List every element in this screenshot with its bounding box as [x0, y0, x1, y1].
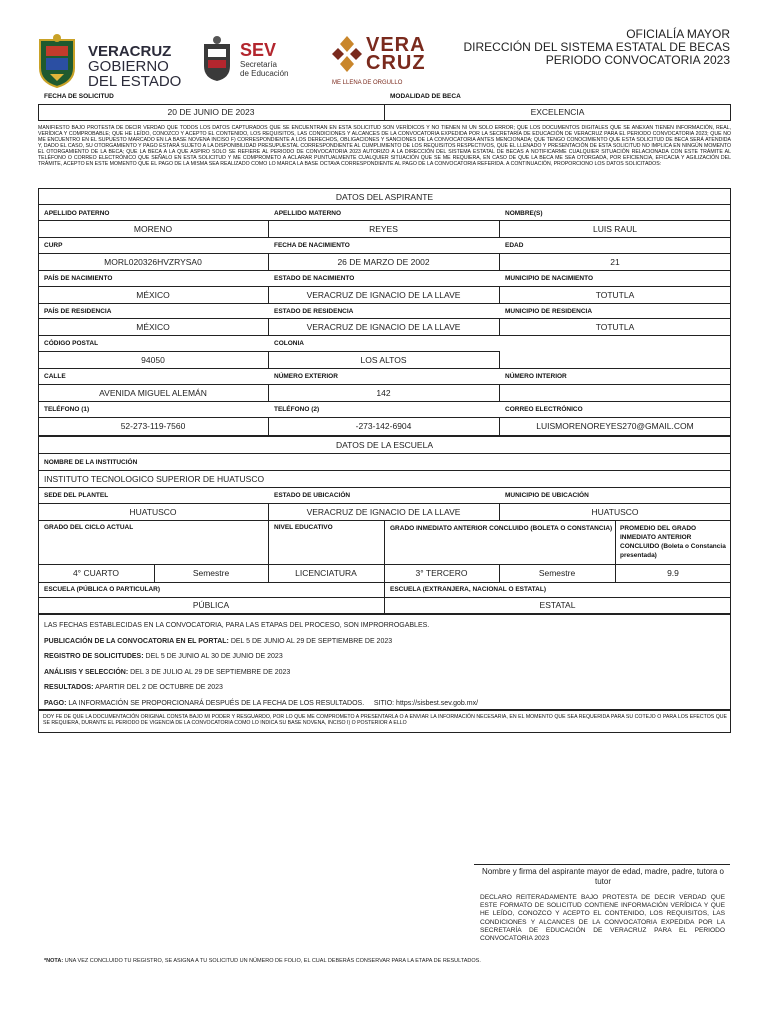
- vera-cruz-pattern-icon: [332, 36, 362, 76]
- sev-logo: [196, 36, 326, 86]
- codigo-postal-label: CÓDIGO POSTAL: [44, 340, 99, 347]
- modalidad-value: EXCELENCIA: [530, 107, 585, 117]
- nivel-value: LICENCIATURA: [295, 568, 357, 578]
- telefono-1-value: 52-273-119-7560: [120, 421, 186, 431]
- apellido-materno-label: APELLIDO MATERNO: [274, 210, 342, 217]
- fecha-pago-value: LA INFORMACIÓN SE PROPORCIONARÁ DESPUÉS DE LA FECHA DE LOS RESULTADOS.: [68, 699, 365, 707]
- fechas-list: [44, 618, 478, 711]
- fecha-resultados: [44, 680, 478, 696]
- fecha-analisis-value: DEL 3 DE JULIO AL 29 DE SEPTIEMBRE DE 2023: [130, 668, 291, 676]
- divider: [38, 487, 731, 488]
- municipio-nacimiento-value: TOTUTLA: [595, 290, 635, 300]
- institucion-value: INSTITUTO TECNOLOGICO SUPERIOR DE HUATUSCO: [44, 474, 265, 484]
- divider: [38, 417, 731, 418]
- signature-line: [474, 864, 730, 865]
- pais-nacimiento-value: MÉXICO: [136, 290, 170, 300]
- divider: [38, 303, 731, 304]
- logo-line-3: DEL ESTADO: [88, 73, 182, 90]
- apellido-paterno-value: MORENO: [133, 224, 173, 234]
- divider: [38, 270, 731, 271]
- nombre-value: LUIS RAUL: [593, 224, 637, 234]
- vera-cruz-tagline: ME LLENA DE ORGULLO: [332, 80, 403, 86]
- divider: [38, 220, 731, 221]
- telefono-2-label: TELÉFONO (2): [274, 406, 320, 413]
- sede-label: SEDE DEL PLANTEL: [44, 492, 109, 499]
- office-title-block: [463, 28, 730, 67]
- disclaimer-text: MANIFIESTO BAJO PROTESTA DE DECIR VERDAD QUE TODOS LOS DATOS CAPTURADOS QUE SE ENCUENTRAN EN ESTA SOLICITUD SON VERÍDICOS Y NO TIENEN NI UN SOLO ERROR; QUE LOS DOCUMENTOS DIGITALES QUE SE ANEXAN TIENEN INFORMACIÓN, REAL, VERÍDICA Y COMPROBABLE; QUE HE LEÍDO, CONOZCO Y ACEPTO EL CONTENIDO, LOS REQUISITOS, LAS CONDICIONES Y ALCANCES DE LA CONVOCATORIA EXPEDIDA POR LA SECRETARÍA DE EDUCACIÓN DE VERACRUZ PARA EL PERIODO CONVOCATORIA 2023; QUE NO ME ENCUENTRO EN EL SUPUESTO MARCADO EN LA BASE NOVENA INCISO F) CORRESPONDIENTE A LOS DERECHOS, OBLIGACIONES Y SANCIONES DE LA CONVOCATORIA ANTES MENCIONADA; QUE TENGO CONOCIMIENTO QUE ESTA SOLICITUD DE BECA SERÁ ATENDIDA Y, DADO EL CASO, SU OTORGAMIENTO Y PAGO ESTARÁ SUJETO A LA DISPONIBILIDAD PRESUPUESTAL CORRESPONDIENTE AL CUMPLIMIENTO DE LOS REQUISITOS RESPECTIVOS, QUE EL LLENADO Y PRESENTACIÓN DE ESTA SOLICITUD NO IMPLICA EN NINGÚN MOMENTO EL OTORGAMIENTO DE LA BECA; QUE LA BECA A LA QUE ASPIRO SOLO SE REFIERE AL PERIODO DE CONVOCATORIA 2023 AUTORIZO A LA DIRECCIÓN DEL SISTEMA ESTATAL DE BECAS A NOTIFICARME CUALQUIER SITUACIÓN RELACIONADA CON ESTE TRÁMITE AL TELÉFONO O CORREO ELECTRÓNICO QUE SEÑALO EN ESTA SOLICITUD Y ME COMPROMETO A ACLARAR PUNTUALMENTE CUALQUIER SITUACIÓN QUE SE ME REQUIERA, EN CASO DE QUE LA BECA ME SEA OTORGADA, POR EFICIENCIA, EFICACIA Y AGILIZACIÓN DEL TRÁMITE, ACEPTO EN ESTE MOMENTO QUE EL PAGO DE LA MISMA SEA REALIZADO COMO LO MARCA LA BASE OCTAVA CORRESPONDIENTE AL PAGO DE LA CONVOCATORIA REFERIDA. A CONTINUACIÓN, PROPORCIONO LOS DATOS SOLICITADOS:: [38, 125, 731, 167]
- nombre-label: NOMBRE(S): [505, 210, 543, 217]
- fecha-pago: [44, 696, 478, 712]
- calle-label: CALLE: [44, 373, 66, 380]
- escuela-section-title: DATOS DE LA ESCUELA: [336, 440, 433, 450]
- pais-residencia-value: MÉXICO: [136, 322, 170, 332]
- fecha-analisis-label: ANÁLISIS Y SELECCIÓN:: [44, 668, 129, 676]
- logo-line-2: GOBIERNO: [88, 58, 169, 75]
- nota: [44, 958, 481, 964]
- office-title-3: PERIODO CONVOCATORIA 2023: [545, 53, 730, 67]
- divider: [38, 453, 731, 454]
- codigo-postal-value: 94050: [141, 355, 165, 365]
- modalidad-label: MODALIDAD DE BECA: [390, 93, 461, 100]
- nivel-label: NIVEL EDUCATIVO: [274, 524, 333, 531]
- fecha-nacimiento-value: 26 DE MARZO DE 2002: [337, 257, 430, 267]
- curp-value: MORL020326HVZRYSA0: [104, 257, 202, 267]
- telefono-2-value: -273-142-6904: [355, 421, 412, 431]
- estado-ubicacion-value: VERACRUZ DE IGNACIO DE LA LLAVE: [306, 507, 461, 517]
- sev-line-1: Secretaría: [240, 60, 277, 69]
- colonia-label: COLONIA: [274, 340, 304, 347]
- numero-exterior-label: NÚMERO EXTERIOR: [274, 373, 338, 380]
- divider: [38, 253, 731, 254]
- sev-line-2: de Educación: [240, 69, 289, 78]
- vera-cruz-logo: [332, 34, 452, 92]
- divider: [38, 503, 731, 504]
- fecha-resultados-value: APARTIR DEL 2 DE OCTUBRE DE 2023: [95, 684, 223, 691]
- signature-label: Nombre y firma del aspirante mayor de edad, madre, padre, tutora o tutor: [482, 867, 724, 886]
- cruz-line: CRUZ: [366, 52, 426, 74]
- curp-label: CURP: [44, 242, 63, 249]
- sev-subtitle: [240, 60, 288, 78]
- nota-text: UNA VEZ CONCLUIDO TU REGISTRO, SE ASIGNA A TU SOLICITUD UN NÚMERO DE FOLIO, EL CUAL DEBERÁS CONSERVAR PARA LA ETAPA DE RESULTADOS.: [64, 958, 481, 964]
- estado-ubicacion-label: ESTADO DE UBICACIÓN: [274, 492, 351, 499]
- promedio-label: PROMEDIO DEL GRADO INMEDIATO ANTERIOR CONCLUIDO (Boleta o Constancia presentada): [620, 525, 726, 559]
- periodo-value: Semestre: [192, 568, 230, 578]
- municipio-residencia-label: MUNICIPIO DE RESIDENCIA: [505, 308, 593, 315]
- fecha-publicacion-value: DEL 5 DE JUNIO AL 29 DE SEPTIEMBRE DE 2023: [230, 637, 393, 645]
- tipo-escuela-label: ESCUELA (PÚBLICA O PARTICULAR): [44, 586, 161, 593]
- estado-nacimiento-label: ESTADO DE NACIMIENTO: [274, 275, 355, 282]
- divider: [38, 470, 731, 471]
- divider: [38, 564, 731, 565]
- divider: [38, 368, 731, 369]
- divider: [499, 384, 500, 401]
- divider: [38, 384, 731, 385]
- tipo-escuela-value: PÚBLICA: [192, 600, 230, 610]
- fecha-registro-label: REGISTRO DE SOLICITUDES:: [44, 653, 144, 660]
- grado-label: GRADO DEL CICLO ACTUAL: [44, 524, 134, 531]
- municipio-ubicacion-label: MUNICIPIO DE UBICACIÓN: [505, 492, 589, 499]
- nota-label: *NOTA:: [44, 958, 64, 964]
- grado-anterior-value: 3° TERCERO: [415, 568, 468, 578]
- email-label: CORREO ELECTRÓNICO: [505, 406, 583, 413]
- municipio-residencia-value: TOTUTLA: [595, 322, 635, 332]
- sitio-link[interactable]: SITIO: https://sisbest.sev.gob.mx/: [373, 699, 479, 707]
- grado-value: 4° CUARTO: [72, 568, 120, 578]
- municipio-ubicacion-value: HUATUSCO: [591, 507, 639, 517]
- aspirante-section-title: DATOS DEL ASPIRANTE: [335, 192, 434, 202]
- fecha-solicitud-value: 20 DE JUNIO DE 2023: [167, 107, 255, 117]
- sede-value: HUATUSCO: [129, 507, 177, 517]
- promedio-value: 9.9: [667, 568, 679, 578]
- fecha-publicacion-label: PUBLICACIÓN DE LA CONVOCATORIA EN EL PORTAL:: [44, 637, 229, 645]
- grado-anterior-label: GRADO INMEDIATO ANTERIOR CONCLUIDO (BOLETA O CONSTANCIA): [390, 525, 613, 532]
- telefono-1-label: TELÉFONO (1): [44, 406, 90, 413]
- fecha-nacimiento-label: FECHA DE NACIMIENTO: [274, 242, 350, 249]
- ambito-escuela-label: ESCUELA (EXTRANJERA, NACIONAL O ESTATAL): [390, 586, 547, 593]
- email-value: LUISMORENOREYES270@GMAIL.COM: [536, 421, 694, 431]
- estado-residencia-label: ESTADO DE RESIDENCIA: [274, 308, 354, 315]
- apellido-paterno-label: APELLIDO PATERNO: [44, 210, 110, 217]
- periodo-anterior-value: Semestre: [538, 568, 576, 578]
- fecha-registro-value: DEL 5 DE JUNIO AL 30 DE JUNIO DE 2023: [145, 653, 283, 660]
- institucion-label: NOMBRE DE LA INSTITUCIÓN: [44, 459, 138, 466]
- fecha-registro: [44, 649, 478, 665]
- office-title-2: DIRECCIÓN DEL SISTEMA ESTATAL DE BECAS: [463, 40, 730, 54]
- divider: [38, 237, 731, 238]
- logo-line-1: VERACRUZ: [88, 43, 172, 60]
- pais-residencia-label: PAÍS DE RESIDENCIA: [44, 308, 112, 315]
- municipio-nacimiento-label: MUNICIPIO DE NACIMIENTO: [505, 275, 593, 282]
- edad-value: 21: [610, 257, 620, 267]
- pais-nacimiento-label: PAÍS DE NACIMIENTO: [44, 275, 113, 282]
- fecha-resultados-label: RESULTADOS:: [44, 684, 94, 691]
- apellido-materno-value: REYES: [369, 224, 398, 234]
- veracruz-gobierno-logo: [36, 34, 206, 88]
- fecha-pago-label: PAGO:: [44, 699, 67, 707]
- ambito-escuela-value: ESTATAL: [539, 600, 576, 610]
- divider: [38, 204, 731, 205]
- vera-line: VERA: [366, 34, 426, 56]
- divider: [384, 520, 385, 598]
- divider: [38, 582, 731, 583]
- divider: [38, 335, 731, 336]
- fecha-analisis: [44, 665, 478, 681]
- document-header: [36, 28, 730, 92]
- divider: [38, 286, 731, 287]
- estado-residencia-value: VERACRUZ DE IGNACIO DE LA LLAVE: [306, 322, 461, 332]
- fechas-intro: LAS FECHAS ESTABLECIDAS EN LA CONVOCATORIA, PARA LAS ETAPAS DEL PROCESO, SON IMPRORROGABLES.: [44, 622, 430, 629]
- vera-cruz-text: [366, 36, 426, 72]
- sev-title: SEV: [240, 40, 277, 60]
- divider: [499, 351, 500, 368]
- veracruz-logo-text: [88, 44, 181, 89]
- calle-value: AVENIDA MIGUEL ALEMÁN: [99, 388, 207, 398]
- coat-of-arms-icon: [36, 34, 78, 88]
- colonia-value: LOS ALTOS: [360, 355, 407, 365]
- fecha-publicacion: [44, 634, 478, 650]
- divider: [38, 318, 731, 319]
- fecha-solicitud-label: FECHA DE SOLICITUD: [44, 93, 114, 100]
- doy-fe-text: DOY FE DE QUE LA DOCUMENTACIÓN ORIGINAL CONSTA BAJO MI PODER Y RESGUARDO, POR LO QUE ME COMPROMETO A PRESENTARLA O A ENVIAR LA INFORMACIÓN NECESARIA, EN EL MOMENTO QUE SEA REQUERIDA PARA SU COTEJO O PARA LOS EFECTOS QUE SE REQUIERA, DURANTE EL PERIODO DE VIGENCIA DE LA CONVOCATORIA COMO LO INDICA SU BASE NOVENA, INCISO I) O POSTERIOR A ELLO: [43, 714, 727, 726]
- sev-emblem-icon: [200, 36, 234, 82]
- estado-nacimiento-value: VERACRUZ DE IGNACIO DE LA LLAVE: [306, 290, 461, 300]
- divider: [38, 401, 731, 402]
- office-title-1: OFICIALÍA MAYOR: [626, 27, 730, 41]
- declaro-text: DECLARO REITERADAMENTE BAJO PROTESTA DE DECIR VERDAD QUE ESTE FORMATO DE SOLICITUD CONTIENE INFORMACIÓN VERÍDICA Y QUE HE LEÍDO, CONOZCO Y ACEPTO EL CONTENIDO, LOS REQUISITOS, LAS CONDICIONES Y ALCANCES DE LA CONVOCATORIA EXPEDIDA POR LA SECRETARÍA DE EDUCACIÓN DE VERACRUZ PARA EL PERIODO CONVOCATORIA 2023: [480, 894, 725, 943]
- edad-label: EDAD: [505, 242, 524, 249]
- numero-interior-label: NÚMERO INTERIOR: [505, 373, 567, 380]
- numero-exterior-value: 142: [376, 388, 391, 398]
